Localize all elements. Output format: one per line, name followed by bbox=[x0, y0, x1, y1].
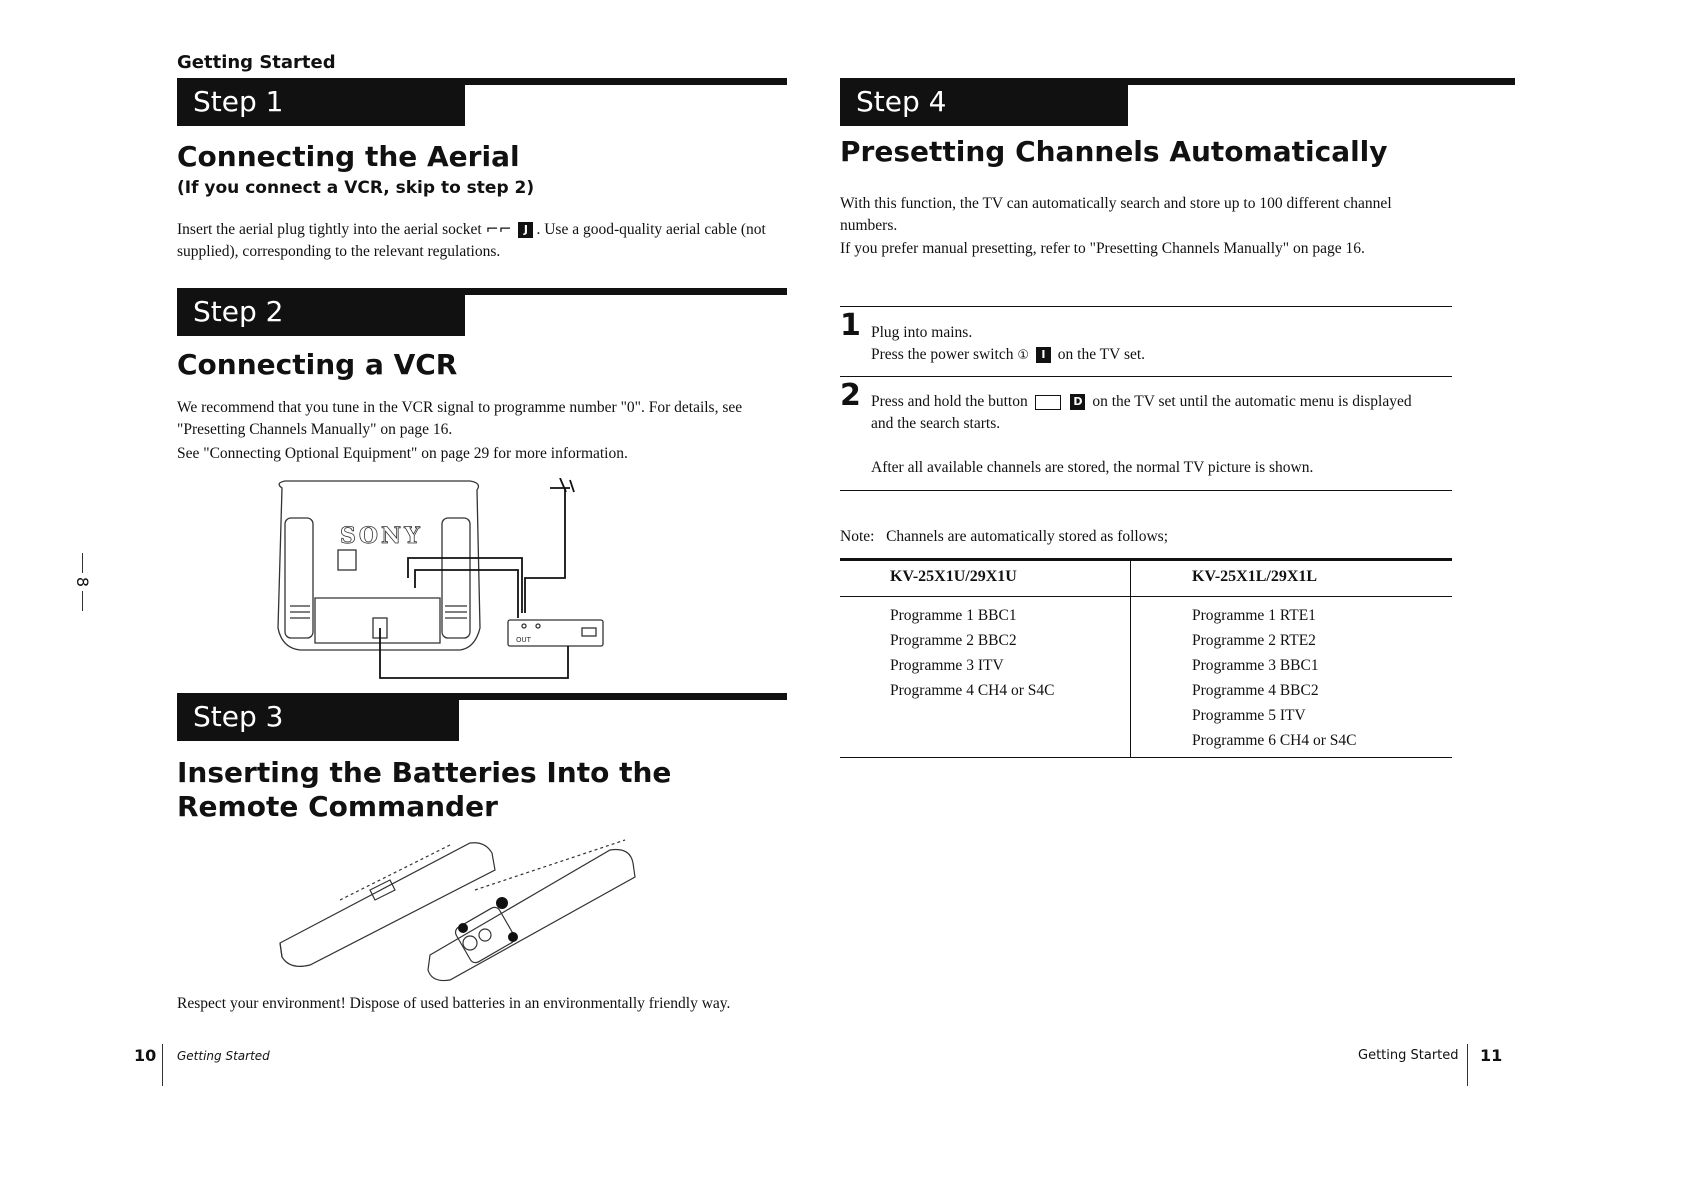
step4-label: Step 4 bbox=[840, 78, 1128, 126]
list-item: Programme 6 CH4 or S4C bbox=[1192, 732, 1357, 749]
table-header-col1: KV-25X1U/29X1U bbox=[890, 568, 1017, 585]
step2-label: Step 2 bbox=[177, 288, 465, 336]
item1-line2: Press the power switch ① I on the TV set. bbox=[871, 346, 1146, 363]
program-button-icon bbox=[1035, 395, 1061, 410]
step1-title: Connecting the Aerial bbox=[177, 140, 520, 173]
step4-bar bbox=[840, 78, 1515, 126]
left-footer-text: Getting Started bbox=[177, 1049, 270, 1063]
vcr-out-label: OUT bbox=[516, 636, 531, 644]
table-header-col2: KV-25X1L/29X1L bbox=[1192, 568, 1318, 585]
right-page-number: 11 bbox=[1480, 1046, 1503, 1065]
list-item: Programme 5 ITV bbox=[1192, 707, 1306, 724]
step1-subtitle: (If you connect a VCR, skip to step 2) bbox=[177, 178, 535, 198]
section-header: Getting Started bbox=[177, 52, 336, 73]
list-item: Programme 1 BBC1 bbox=[890, 607, 1017, 624]
step4-para2: If you prefer manual presetting, refer to "Presetting Channels Manually" on page 16. bbox=[840, 240, 1365, 257]
note-label: Note: bbox=[840, 528, 875, 545]
divider bbox=[840, 376, 1452, 377]
list-item: Programme 3 BBC1 bbox=[1192, 657, 1319, 674]
step2-para2: See "Connecting Optional Equipment" on page 29 for more information. bbox=[177, 445, 628, 462]
step3-title-line1: Inserting the Batteries Into the bbox=[177, 756, 672, 789]
i-badge-icon: I bbox=[1036, 347, 1051, 363]
step1-label: Step 1 bbox=[177, 78, 465, 126]
left-page-number: 10 bbox=[134, 1046, 157, 1065]
item1-number: 1 bbox=[840, 308, 861, 343]
divider bbox=[840, 490, 1452, 491]
step3-environment-note: Respect your environment! Dispose of used batteries in an environmentally friendly way. bbox=[177, 995, 731, 1012]
list-item: Programme 3 ITV bbox=[890, 657, 1004, 674]
note-text: Channels are automatically stored as follows; bbox=[886, 528, 1168, 545]
step3-bar bbox=[177, 693, 787, 741]
gutter-mark: 8 bbox=[76, 553, 88, 611]
j-badge-icon: J bbox=[518, 222, 533, 238]
table-col2 bbox=[1192, 603, 1356, 753]
remote-battery-illustration bbox=[270, 835, 670, 985]
aerial-socket-icon: ⌐⌐ bbox=[485, 220, 512, 238]
item2-after: After all available channels are stored, the normal TV picture is shown. bbox=[871, 459, 1314, 476]
step1-text: Insert the aerial plug tightly into the aerial socket ⌐⌐ J . Use a good-quality aerial cable (not supplied), corresponding to the relevant regulations. bbox=[177, 220, 766, 260]
step4-para1: With this function, the TV can automatically search and store up to 100 different channel numbers. bbox=[840, 195, 1392, 234]
step2-bar bbox=[177, 288, 787, 336]
step3-label: Step 3 bbox=[177, 693, 459, 741]
tv-vcr-connection-illustration bbox=[270, 478, 620, 683]
power-icon: ① bbox=[1017, 348, 1030, 363]
table-col1 bbox=[890, 603, 1054, 703]
step1-bar bbox=[177, 78, 787, 126]
list-item: Programme 1 RTE1 bbox=[1192, 607, 1316, 624]
step3-title-line2: Remote Commander bbox=[177, 790, 498, 823]
d-badge-icon: D bbox=[1070, 394, 1085, 410]
item1-line1: Plug into mains. bbox=[871, 324, 973, 341]
divider bbox=[840, 306, 1452, 307]
list-item: Programme 4 CH4 or S4C bbox=[890, 682, 1055, 699]
note bbox=[840, 526, 1440, 548]
list-item: Programme 2 BBC2 bbox=[890, 632, 1017, 649]
programme-table bbox=[840, 558, 1452, 758]
tv-brand-label: SONY bbox=[340, 523, 423, 549]
step2-para1: We recommend that you tune in the VCR signal to programme number "0". For details, see "Presetting Channels Manually" on page 16. bbox=[177, 399, 743, 438]
step4-title: Presetting Channels Automatically bbox=[840, 135, 1388, 168]
left-footer-rule bbox=[162, 1044, 163, 1086]
step2-title: Connecting a VCR bbox=[177, 348, 458, 381]
item2-text: Press and hold the button D on the TV set until the automatic menu is displayed and the search starts. bbox=[871, 393, 1412, 432]
item2-number: 2 bbox=[840, 378, 861, 413]
right-footer-text: Getting Started bbox=[1358, 1048, 1459, 1063]
right-footer-rule bbox=[1467, 1044, 1468, 1086]
list-item: Programme 4 BBC2 bbox=[1192, 682, 1319, 699]
list-item: Programme 2 RTE2 bbox=[1192, 632, 1316, 649]
